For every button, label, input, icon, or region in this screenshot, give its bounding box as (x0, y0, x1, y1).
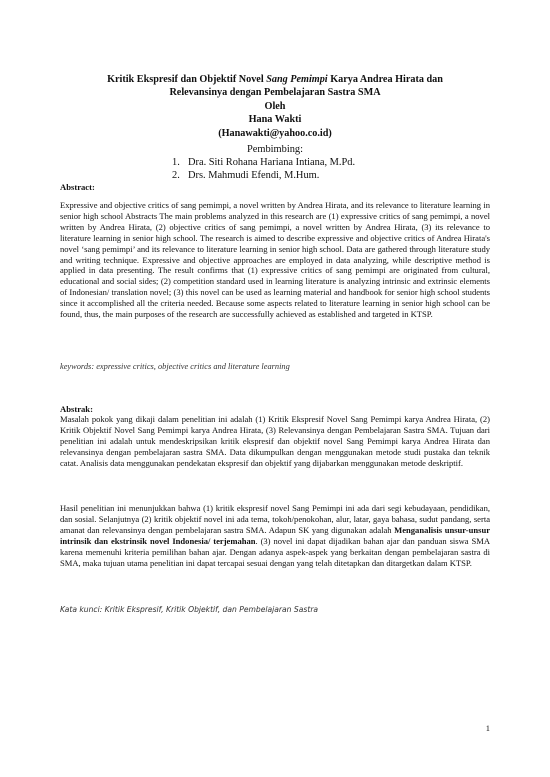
supervisors-block (0, 143, 550, 182)
author-email: (Hanawakti@yahoo.co.id) (218, 127, 332, 139)
abstract-id-paragraph-2: Hasil penelitian ini menunjukkan bahwa (1) kritik ekspresif novel Sang Pemimpi ini ada dari segi kebudayaan, pendidikan, dan sosial. Selanjutnya (2) kritik objektif novel ini ada tema, tokoh/penokohan, alur, latar, gaya bahasa, sudut pandang, serta amanat dan relevansinya dengan pembelajaran sastra SMA. Adapun SK yang digunakan adalah Menganalisis unsur-unsur intrinsik dan ekstrinsik novel Indonesia/ terjemahan. (3) novel ini dapat dijadikan bahan ajar dan panduan siswa SMA karena memenuhi kriteria pemilihan bahan ajar. Dengan adanya aspek-aspek yang berkaitan dengan pembelajaran sastra di SMA, maka tujuan utama penelitian ini dapat tercapai sesuai dengan yang telah ditetapkan dan ditargetkan dalam KTSP. (60, 503, 491, 568)
author-name: Hana Wakti (248, 114, 302, 126)
abstract-id-heading: Abstrak: (60, 404, 93, 414)
paper-title-line-2: Relevansinya dengan Pembelajaran Sastra SMA (169, 87, 381, 99)
title-block (60, 73, 490, 140)
abstract-en-text: Expressive and objective critics of sang pemimpi, a novel written by Andrea Hirata, and its relevance to literature learning in senior high school Abstracts The main problems analyzed in this research are (1) expressive critics of sang pemimpi, a novel written by Andrea Hirata, (2) objective critics of sang pemimpi, a novel written by Andrea Hirata, (3) its relevance to literature learning in senior high school. The research is aimed to describe expressive and objective critics of Andrea Hirata's novel ‘sang pemimpi’ and its relevance to literature learning in senior high school. Data are gathered through literature study and writing technique. Expressive and objective approaches are employed in data analyzing, while descriptive method is applied in data presenting. The result confirms that (1) expressive critics of sang pemimpi are originated from cultural, educational and social sides; (2) competition standard used in learning literature is analyzing intrinsic and extrinsic elements of Indonesian/ translation novel; (3) this novel can be used as learning material and handbook for senior high school students since it accomplished all the criteria needed. Because some aspects related to literature learning in senior high school can be found, thus, the main purposes of the research are successfully achieved as established and targeted in KTSP. (60, 200, 490, 320)
novel-title: Sang Pemimpi (266, 74, 328, 85)
abstract-en-heading: Abstract: (60, 182, 95, 192)
keywords-en: keywords: expressive critics, objective critics and literature learning (60, 362, 290, 371)
keywords-id: Kata kunci: Kritik Ekspresif, Kritik Objektif, dan Pembelajaran Sastra (60, 605, 319, 614)
supervisors-list (172, 156, 472, 182)
competency-standard-text: Menganalisis unsur-unsur intrinsik dan ekstrinsik novel Indonesia/ terjemahan (60, 524, 490, 546)
supervisors-heading: Pembimbing: (247, 144, 303, 155)
paper-title-line-1: Kritik Ekspresif dan Objektif Novel Sang Pemimpi Karya Andrea Hirata dan (107, 74, 443, 85)
supervisor-item: 2. Drs. Mahmudi Efendi, M.Hum. (172, 170, 320, 182)
page-number: 1 (485, 723, 490, 733)
abstract-id-paragraph-1: Masalah pokok yang dikaji dalam penelitian ini adalah (1) Kritik Ekspresif Novel Sang Pemimpi karya Andrea Hirata, (2) Kritik Objektif Novel Sang Pemimpi karya Andrea Hirata, (3) Relevansinya dengan Pembelajaran Sastra SMA. Tujuan dari penelitian ini adalah untuk mendeskripsikan kritik ekspresif dan objektif novel Sang Pemimpi karya Andrea Hirata dan relevansinya dengan pembelajaran sastra SMA. Data dikumpulkan dengan menggunakan metode studi pustaka dan teknik catat. Analisis data menggunakan pendekatan ekspresif dan objektif yang dijabarkan menggunakan metode deskriptif. (60, 414, 490, 468)
by-label: Oleh (264, 100, 286, 112)
supervisor-item: 1. Dra. Siti Rohana Hariana Intiana, M.Pd. (172, 157, 356, 168)
